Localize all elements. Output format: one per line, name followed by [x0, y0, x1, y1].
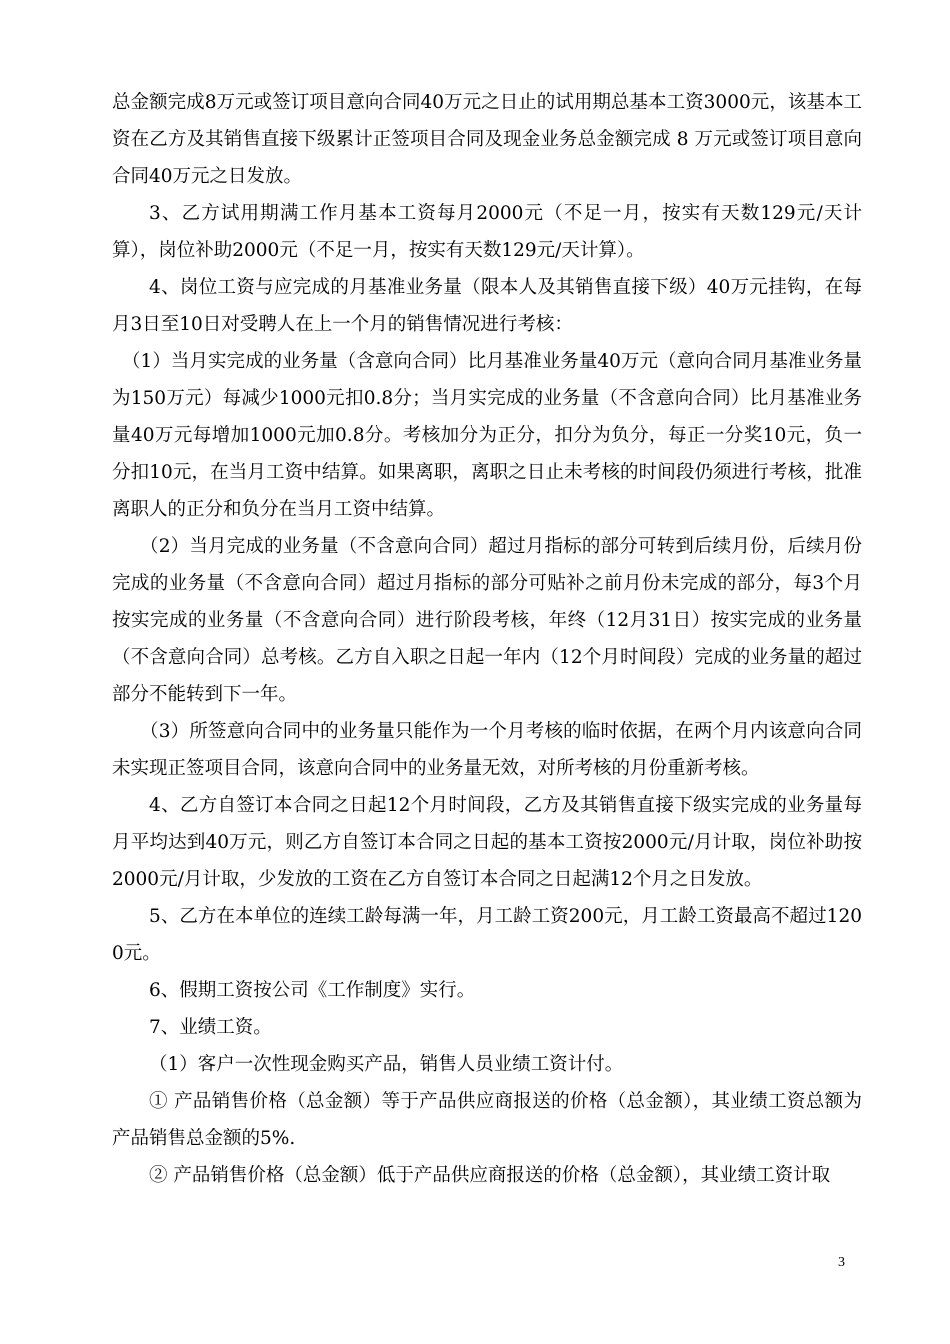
paragraph-clause-7: 7、业绩工资。	[149, 1017, 272, 1038]
paragraph-clause-3: 3、乙方试用期满工作月基本工资每月2000元（不足一月，按实有天数129元/天计算），岗位补助2000元（不足一月，按实有天数129元/天计算）。	[112, 203, 862, 261]
page-number: 3	[838, 1255, 845, 1270]
paragraph-item-3: （3）所签意向合同中的业务量只能作为一个月考核的临时依据，在两个月内该意向合同未实现正签项目合同，该意向合同中的业务量无效，对所考核的月份重新考核。	[112, 721, 862, 779]
paragraph-clause-7-item-1: （1）客户一次性现金购买产品，销售人员业绩工资计付。	[149, 1054, 624, 1075]
paragraph-item-1: （1）当月实完成的业务量（含意向合同）比月基准业务量40万元（意向合同月基准业务量为150万元）每减少1000元扣0.8分；当月实完成的业务量（不含意向合同）比月基准业务量40万元每增加1000元加0.8分。考核加分为正分，扣分为负分，每正一分奖10元，负一分扣10元，在当月工资中结算。如果离职，离职之日止未考核的时间段仍须进行考核，批准离职人的正分和负分在当月工资中结算。	[112, 351, 862, 520]
paragraph-circled-1: ① 产品销售价格（总金额）等于产品供应商报送的价格（总金额），其业绩工资总额为产品销售总金额的5%.	[112, 1091, 862, 1149]
paragraph-item-2: （2）当月完成的业务量（不含意向合同）超过月指标的部分可转到后续月份，后续月份完成的业务量（不含意向合同）超过月指标的部分可贴补之前月份未完成的部分，每3个月按实完成的业务量（不含意向合同）进行阶段考核，年终（12月31日）按实完成的业务量（不含意向合同）总考核。乙方自入职之日起一年内（12个月时间段）完成的业务量的超过部分不能转到下一年。	[112, 536, 862, 705]
paragraph-clause-6: 6、假期工资按公司《工作制度》实行。	[149, 980, 476, 1001]
document-body	[112, 84, 862, 1194]
paragraph-clause-4: 4、岗位工资与应完成的月基准业务量（限本人及其销售直接下级）40万元挂钩，在每月3日至10日对受聘人在上一个月的销售情况进行考核：	[112, 277, 862, 335]
paragraph-clause-5: 5、乙方在本单位的连续工龄每满一年，月工龄工资200元，月工龄工资最高不超过1200元。	[112, 906, 862, 964]
paragraph-circled-2: ② 产品销售价格（总金额）低于产品供应商报送的价格（总金额），其业绩工资计取	[149, 1165, 831, 1186]
paragraph-clause-4b: 4、乙方自签订本合同之日起12个月时间段，乙方及其销售直接下级实完成的业务量每月平均达到40万元，则乙方自签订本合同之日起的基本工资按2000元/月计取，岗位补助按2000元/月计取，少发放的工资在乙方自签订本合同之日起满12个月之日发放。	[112, 795, 862, 890]
paragraph-trial-salary: 总金额完成8万元或签订项目意向合同40万元之日止的试用期总基本工资3000元，该基本工资在乙方及其销售直接下级累计正签项目合同及现金业务总金额完成 8 万元或签订项目意向合同40万元之日发放。	[112, 92, 862, 187]
